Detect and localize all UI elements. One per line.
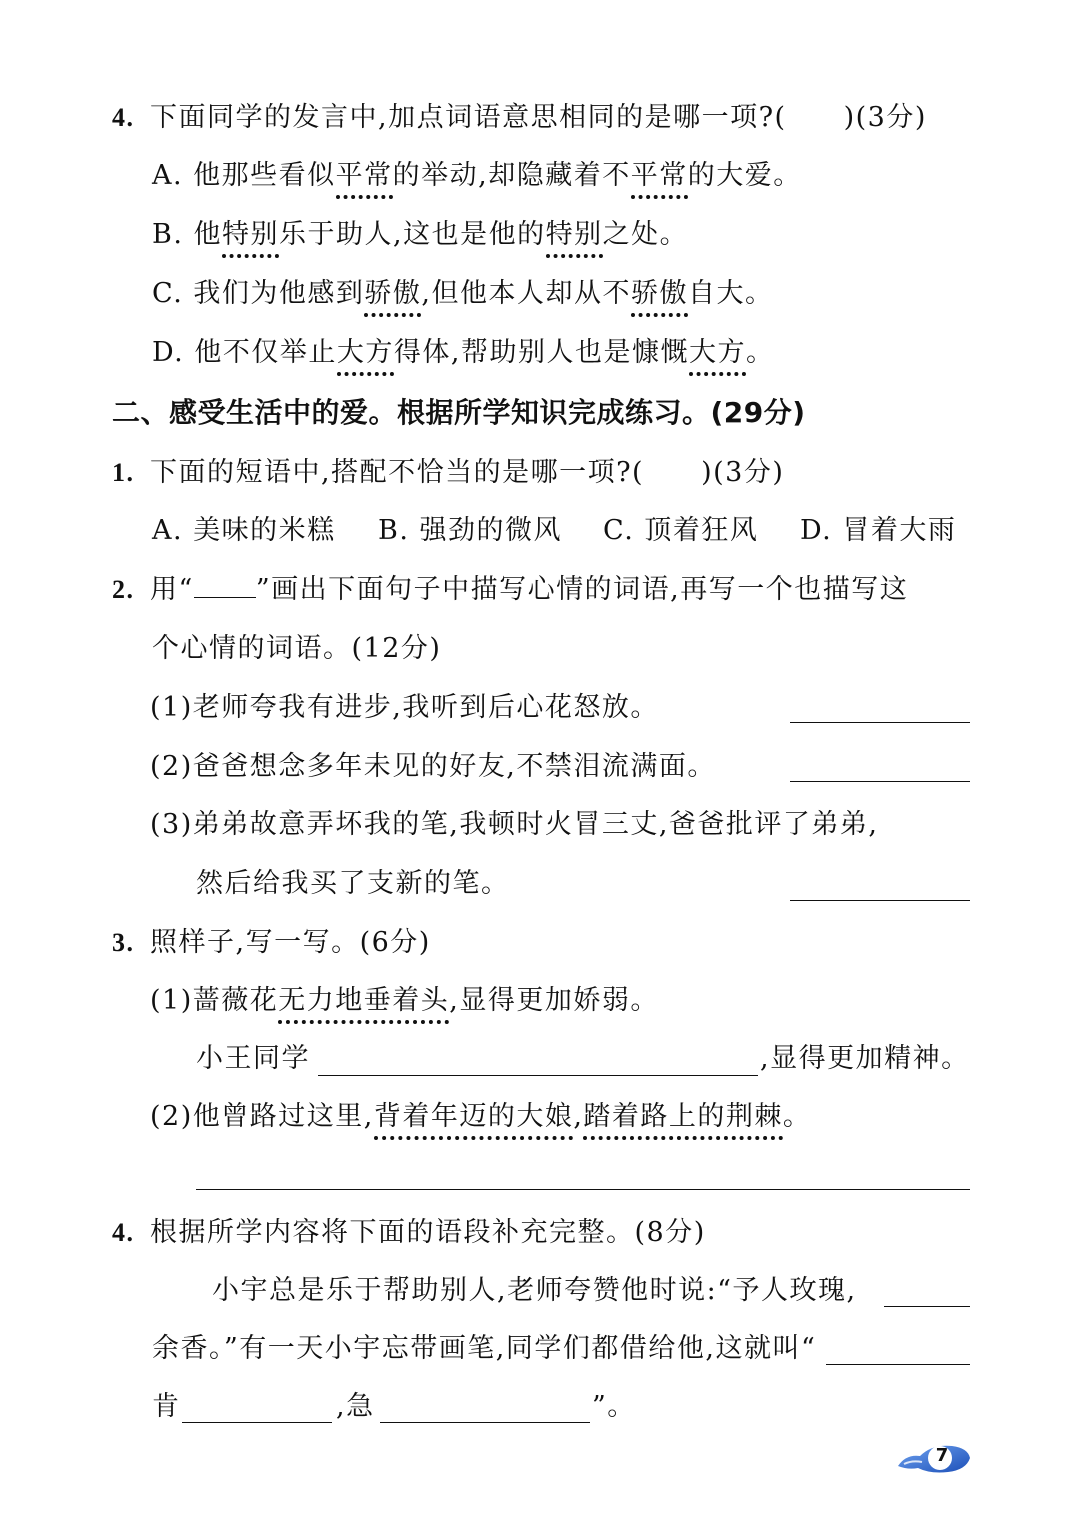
question-1-stem-line — [112, 455, 784, 491]
option-text: D. 他不仅举止 — [152, 337, 337, 368]
choice-c: C. 顶着狂风 — [603, 515, 759, 546]
question-number: 3. — [112, 928, 135, 957]
sentence-item: (2)爸爸想念多年未见的好友,不禁泪流满面。 — [150, 751, 716, 782]
choice-a: A. 美味的米糕 — [152, 515, 336, 546]
dotted-phrase: 无力地垂着头 — [278, 985, 449, 1024]
option-text: 的大爱。 — [687, 160, 802, 191]
answer-blank[interactable] — [790, 722, 970, 723]
dotted-word: 平常 — [631, 160, 688, 199]
answer-blank[interactable] — [790, 781, 970, 782]
answer-blank[interactable] — [182, 1422, 332, 1423]
dotted-phrase: 背着年迈的大娘 — [374, 1101, 574, 1140]
question-number: 4. — [112, 103, 135, 132]
answer-suffix: ,显得更加精神。 — [760, 1043, 970, 1074]
underline-sample — [194, 575, 256, 598]
section-heading: 二、感受生活中的爱。根据所学知识完成练习。(29分) — [112, 396, 806, 429]
sentence-text: (1)蔷薇花 — [150, 985, 279, 1016]
option-text: A. 他那些看似 — [152, 160, 336, 191]
option-text: 。 — [745, 337, 775, 368]
answer-blank[interactable] — [196, 1189, 970, 1190]
example-sentence-1 — [150, 983, 659, 1019]
example-sentence-2 — [150, 1099, 811, 1135]
paragraph-line-3-end: ”。 — [592, 1391, 636, 1422]
question-4b-stem-line — [112, 1215, 706, 1251]
answer-blank[interactable] — [826, 1364, 970, 1365]
option-a — [152, 158, 802, 194]
sentence-text: , — [573, 1101, 584, 1132]
question-stem: 照样子,写一写。(6分) — [150, 927, 431, 958]
option-text: ,但他本人却从不 — [421, 278, 631, 309]
sentence-text: 。 — [782, 1101, 812, 1132]
option-text: 之处。 — [602, 219, 689, 250]
dotted-phrase: 踏着路上的荆棘 — [583, 1101, 783, 1140]
option-c — [152, 276, 773, 312]
option-d — [152, 335, 774, 371]
question-2-stem-line — [112, 572, 908, 608]
dotted-word: 大方 — [689, 337, 746, 376]
question-stem: ”画出下面句子中描写心情的词语,再写一个也描写这 — [255, 574, 909, 605]
page-number: 7 — [935, 1445, 949, 1466]
answer-blank[interactable] — [318, 1075, 758, 1076]
answer-blank[interactable] — [790, 900, 970, 901]
option-text: 的举动,却隐藏着不 — [392, 160, 631, 191]
option-text: C. 我们为他感到 — [152, 278, 365, 309]
option-b — [152, 217, 688, 253]
question-number: 1. — [112, 458, 135, 487]
dotted-word: 骄傲 — [631, 278, 688, 317]
question-3-stem-line — [112, 925, 431, 961]
sentence-text: ,显得更加娇弱。 — [449, 985, 659, 1016]
question-number: 2. — [112, 575, 135, 604]
answer-blank[interactable] — [380, 1422, 590, 1423]
answer-blank[interactable] — [884, 1306, 970, 1307]
question-stem: 用“ — [150, 574, 194, 605]
option-text: 乐于助人,这也是他的 — [279, 219, 546, 250]
choice-d: D. 冒着大雨 — [800, 515, 957, 546]
question-stem: 根据所学内容将下面的语段补充完整。(8分) — [150, 1217, 706, 1248]
paragraph-line-2: 余香。”有一天小宇忘带画笔,同学们都借给他,这就叫“ — [152, 1333, 817, 1364]
sentence-item: (3)弟弟故意弄坏我的笔,我顿时火冒三丈,爸爸批评了弟弟, — [150, 809, 879, 840]
question-number: 4. — [112, 1218, 135, 1247]
dotted-word: 大方 — [337, 337, 394, 376]
paragraph-line-3-start: 肯 — [152, 1391, 181, 1422]
option-text: 自大。 — [687, 278, 774, 309]
choice-b: B. 强劲的微风 — [378, 515, 563, 546]
question-stem: 下面同学的发言中,加点词语意思相同的是哪一项?( )(3分) — [150, 102, 927, 133]
option-text: 得体,帮助别人也是慷慨 — [393, 337, 689, 368]
question-4-stem-line — [112, 100, 927, 136]
option-text: B. 他 — [152, 219, 223, 250]
dotted-word: 骄傲 — [364, 278, 421, 317]
sentence-item-continued: 然后给我买了支新的笔。 — [196, 868, 510, 899]
dotted-word: 特别 — [222, 219, 279, 258]
paragraph-line-1: 小宇总是乐于帮助别人,老师夸赞他时说:“予人玫瑰, — [212, 1275, 857, 1306]
dotted-word: 特别 — [546, 219, 603, 258]
sentence-item: (1)老师夸我有进步,我听到后心花怒放。 — [150, 692, 659, 723]
sentence-text: (2)他曾路过这里, — [150, 1101, 374, 1132]
paragraph-line-3-mid: ,急 — [336, 1391, 375, 1422]
dotted-word: 平常 — [336, 160, 393, 199]
answer-prefix: 小王同学 — [196, 1043, 310, 1074]
question-stem: 下面的短语中,搭配不恰当的是哪一项?( )(3分) — [150, 457, 785, 488]
question-stem-continued: 个心情的词语。(12分) — [152, 633, 442, 664]
